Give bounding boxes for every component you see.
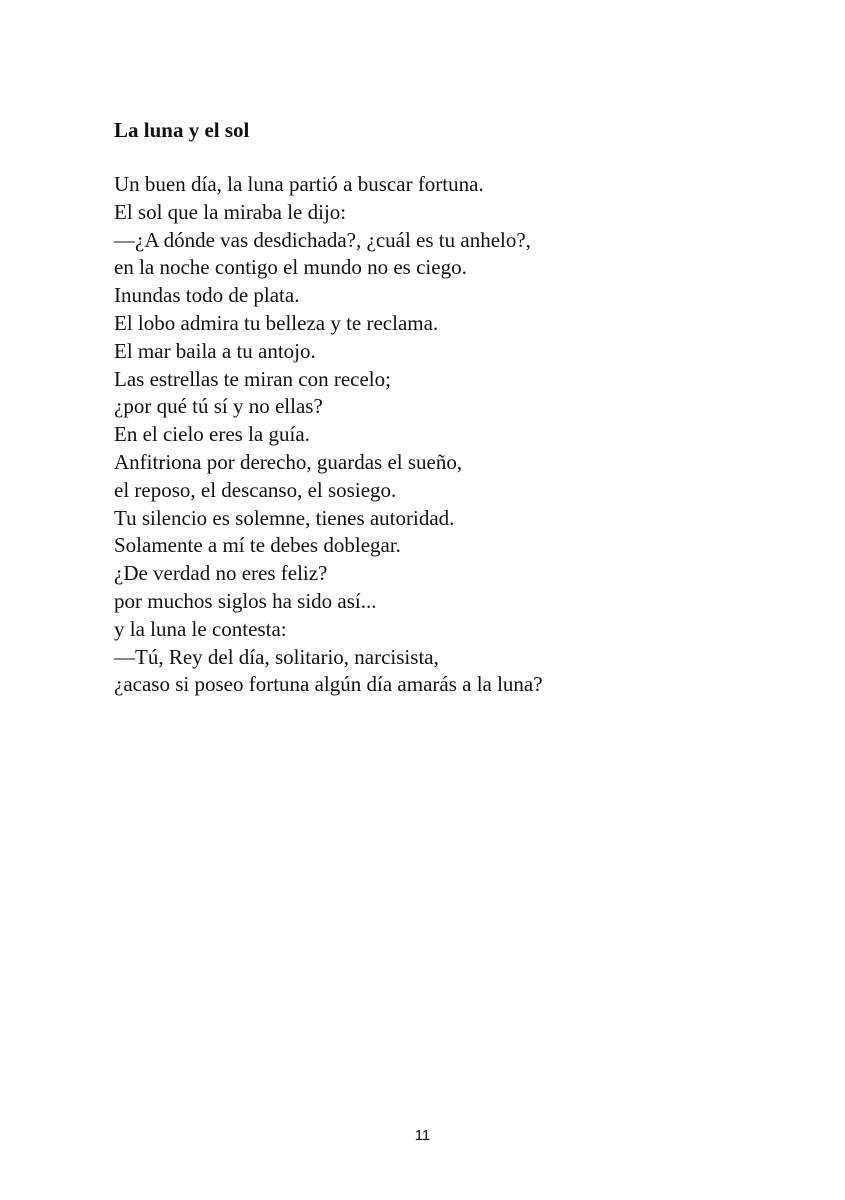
poem-line: ¿De verdad no eres feliz? bbox=[114, 561, 328, 586]
poem-line: El mar baila a tu antojo. bbox=[114, 338, 316, 363]
poem-line: el reposo, el descanso, el sosiego. bbox=[114, 477, 397, 502]
poem-line: Anfitriona por derecho, guardas el sueño, bbox=[114, 449, 463, 474]
poem-line: en la noche contigo el mundo no es ciego. bbox=[114, 255, 467, 280]
poem-line: El lobo admira tu belleza y te reclama. bbox=[114, 310, 439, 335]
poem-line: En el cielo eres la guía. bbox=[114, 422, 310, 447]
poem-line: ¿por qué tú sí y no ellas? bbox=[114, 394, 323, 419]
poem-line: El sol que la miraba le dijo: bbox=[114, 199, 347, 224]
poem-line: Tu silencio es solemne, tienes autoridad. bbox=[114, 505, 455, 530]
poem-body bbox=[114, 171, 543, 699]
poem-line: por muchos siglos ha sido así... bbox=[114, 588, 377, 613]
poem-line: —Tú, Rey del día, solitario, narcisista, bbox=[114, 644, 439, 669]
poem-line: Inundas todo de plata. bbox=[114, 283, 300, 308]
page-number: 11 bbox=[414, 1127, 431, 1144]
poem-line: Las estrellas te miran con recelo; bbox=[114, 366, 391, 391]
poem-title: La luna y el sol bbox=[114, 118, 250, 142]
poem-line: Un buen día, la luna partió a buscar fortuna. bbox=[114, 172, 484, 196]
poem-line: ¿acaso si poseo fortuna algún día amarás a la luna? bbox=[114, 672, 543, 697]
poem-line: —¿A dónde vas desdichada?, ¿cuál es tu anhelo?, bbox=[114, 227, 531, 252]
poem-line: y la luna le contesta: bbox=[114, 616, 287, 641]
poem-line: Solamente a mí te debes doblegar. bbox=[114, 533, 401, 558]
